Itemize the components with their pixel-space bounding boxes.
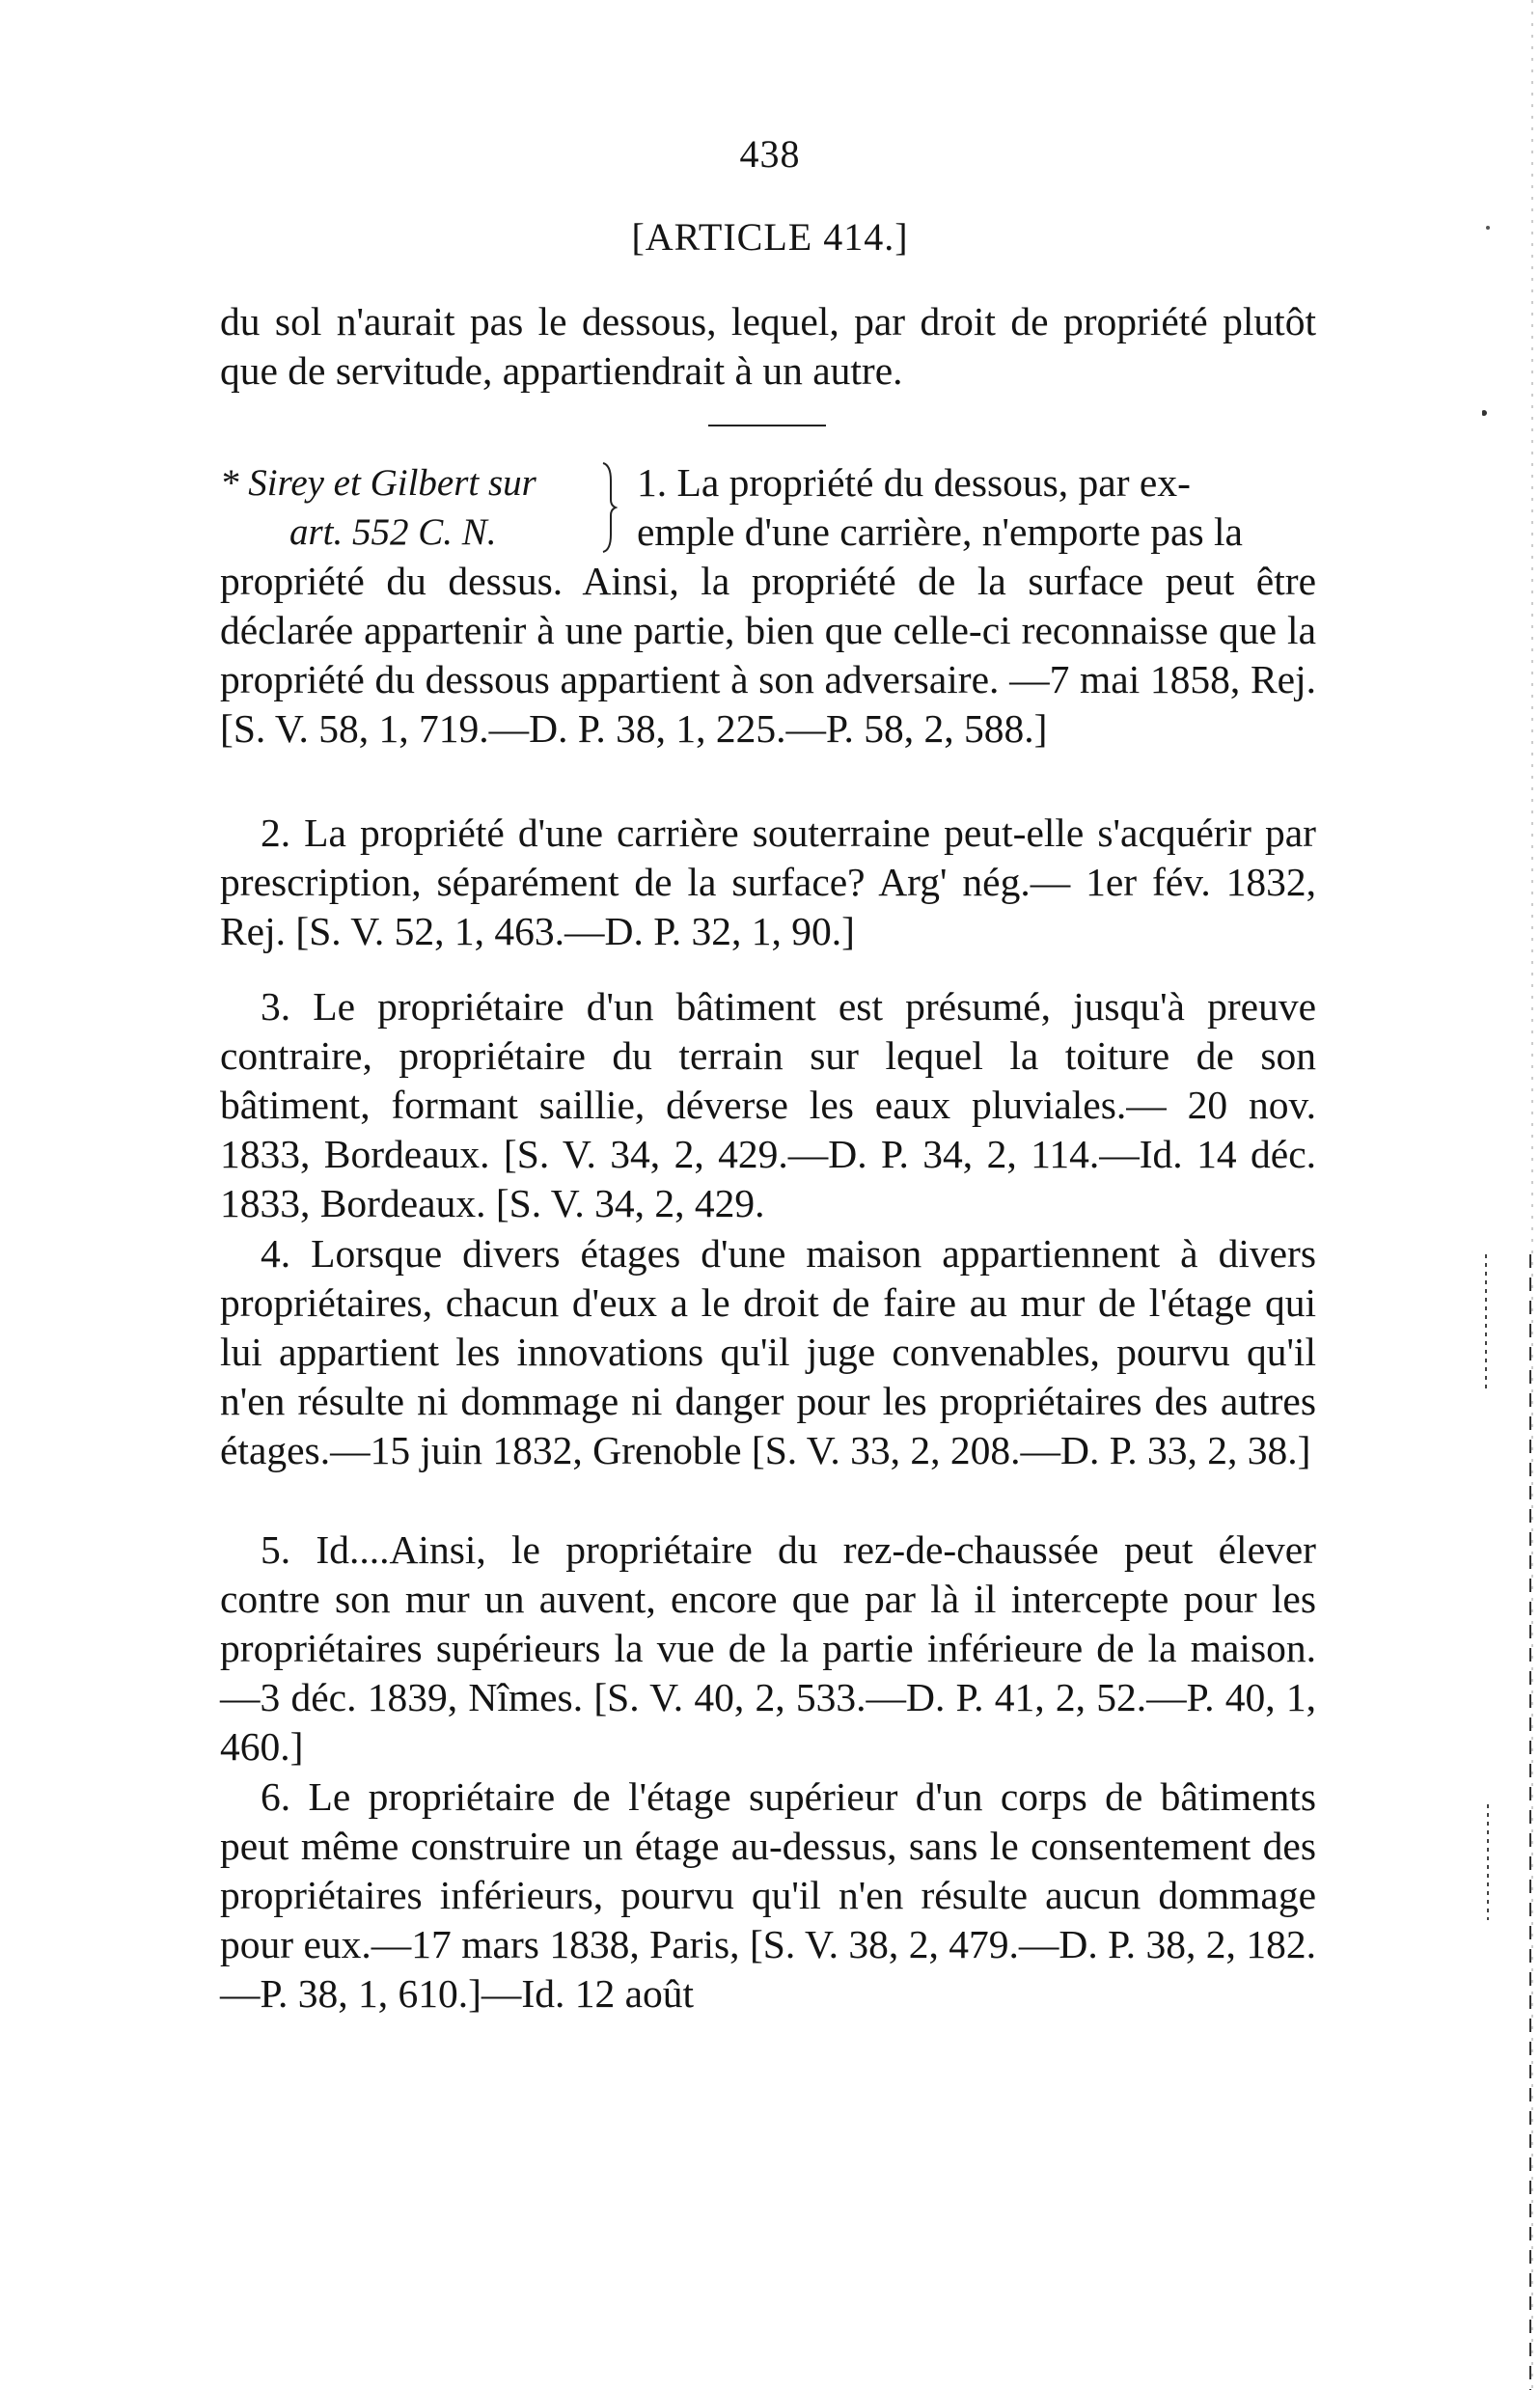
entry-4: 4. Lorsque divers étages d'une maison appartiennent à divers propriétaires, chacun d'eux a le droit de faire au mur de l'étage qui lui appartient les innovations qu'il juge convenables, pourvu qu'il n'en résulte ni dommage ni danger pour les propriétaires des autres étages.—15 juin 1832, Grenoble [S. V. 33, 2, 208.—D. P. 33, 2, 38.] — [220, 1231, 1316, 1472]
reference-note-line-2: art. 552 C. N. — [289, 511, 497, 553]
article-heading: [ARTICLE 414.] — [631, 215, 909, 259]
entry-5: 5. Id....Ainsi, le propriétaire du rez-de-chaussée peut élever contre son mur un auvent, encore que par là il intercepte pour les propriétaires supérieurs la vue de la partie inférieure de la maison.—3 déc. 1839, Nîmes. [S. V. 40, 2, 533.—D. P. 41, 2, 52.—P. 40, 1, 460.] — [220, 1527, 1316, 1769]
intro-paragraph: du sol n'aurait pas le dessous, lequel, par droit de propriété plutôt que de servitude, appartiendrait à un autre. — [220, 299, 1316, 393]
entry-1-continuation: propriété du dessus. Ainsi, la propriété de la surface peut être déclarée appartenir à une partie, bien que celle-ci reconnaisse que la propriété du dessous appartient à son adversaire. —7 mai 1858, Rej. [S. V. 58, 1, 719.—D. P. 38, 1, 225.—P. 58, 2, 588.] — [220, 559, 1316, 751]
entry-1-line-2: emple d'une carrière, n'emporte pas la — [637, 509, 1243, 554]
reference-note-line-1: * Sirey et Gilbert sur — [220, 462, 536, 504]
scan-edge-marks — [1482, 0, 1540, 2390]
entry-6: 6. Le propriétaire de l'étage supérieur d'un corps de bâtiments peut même construire un étage au-dessus, sans le consentement des propriétaires inférieurs, pourvu qu'il n'en résulte aucun dommage pour eux.—17 mars 1838, Paris, [S. V. 38, 2, 479.—D. P. 38, 2, 182.—P. 38, 1, 610.]—Id. 12 août — [220, 1774, 1316, 2016]
entry-3: 3. Le propriétaire d'un bâtiment est présumé, jusqu'à preuve contraire, propriétaire du terrain sur lequel la toiture de son bâtiment, formant saillie, déverse les eaux pluviales.— 20 nov. 1833, Bordeaux. [S. V. 34, 2, 429.—D. P. 34, 2, 114.—Id. 14 déc. 1833, Bordeaux. [S. V. 34, 2, 429. — [220, 984, 1316, 1225]
entry-2: 2. La propriété d'une carrière souterraine peut-elle s'acquérir par prescription, séparément de la surface? Arg' nég.— 1er fév. 1832, Rej. [S. V. 52, 1, 463.—D. P. 32, 1, 90.] — [220, 810, 1316, 953]
entry-1 — [220, 458, 1316, 754]
section-separator — [708, 425, 826, 426]
entry-1-line-1: 1. La propriété du dessous, par ex- — [637, 460, 1191, 505]
page-number: 438 — [739, 132, 801, 176]
